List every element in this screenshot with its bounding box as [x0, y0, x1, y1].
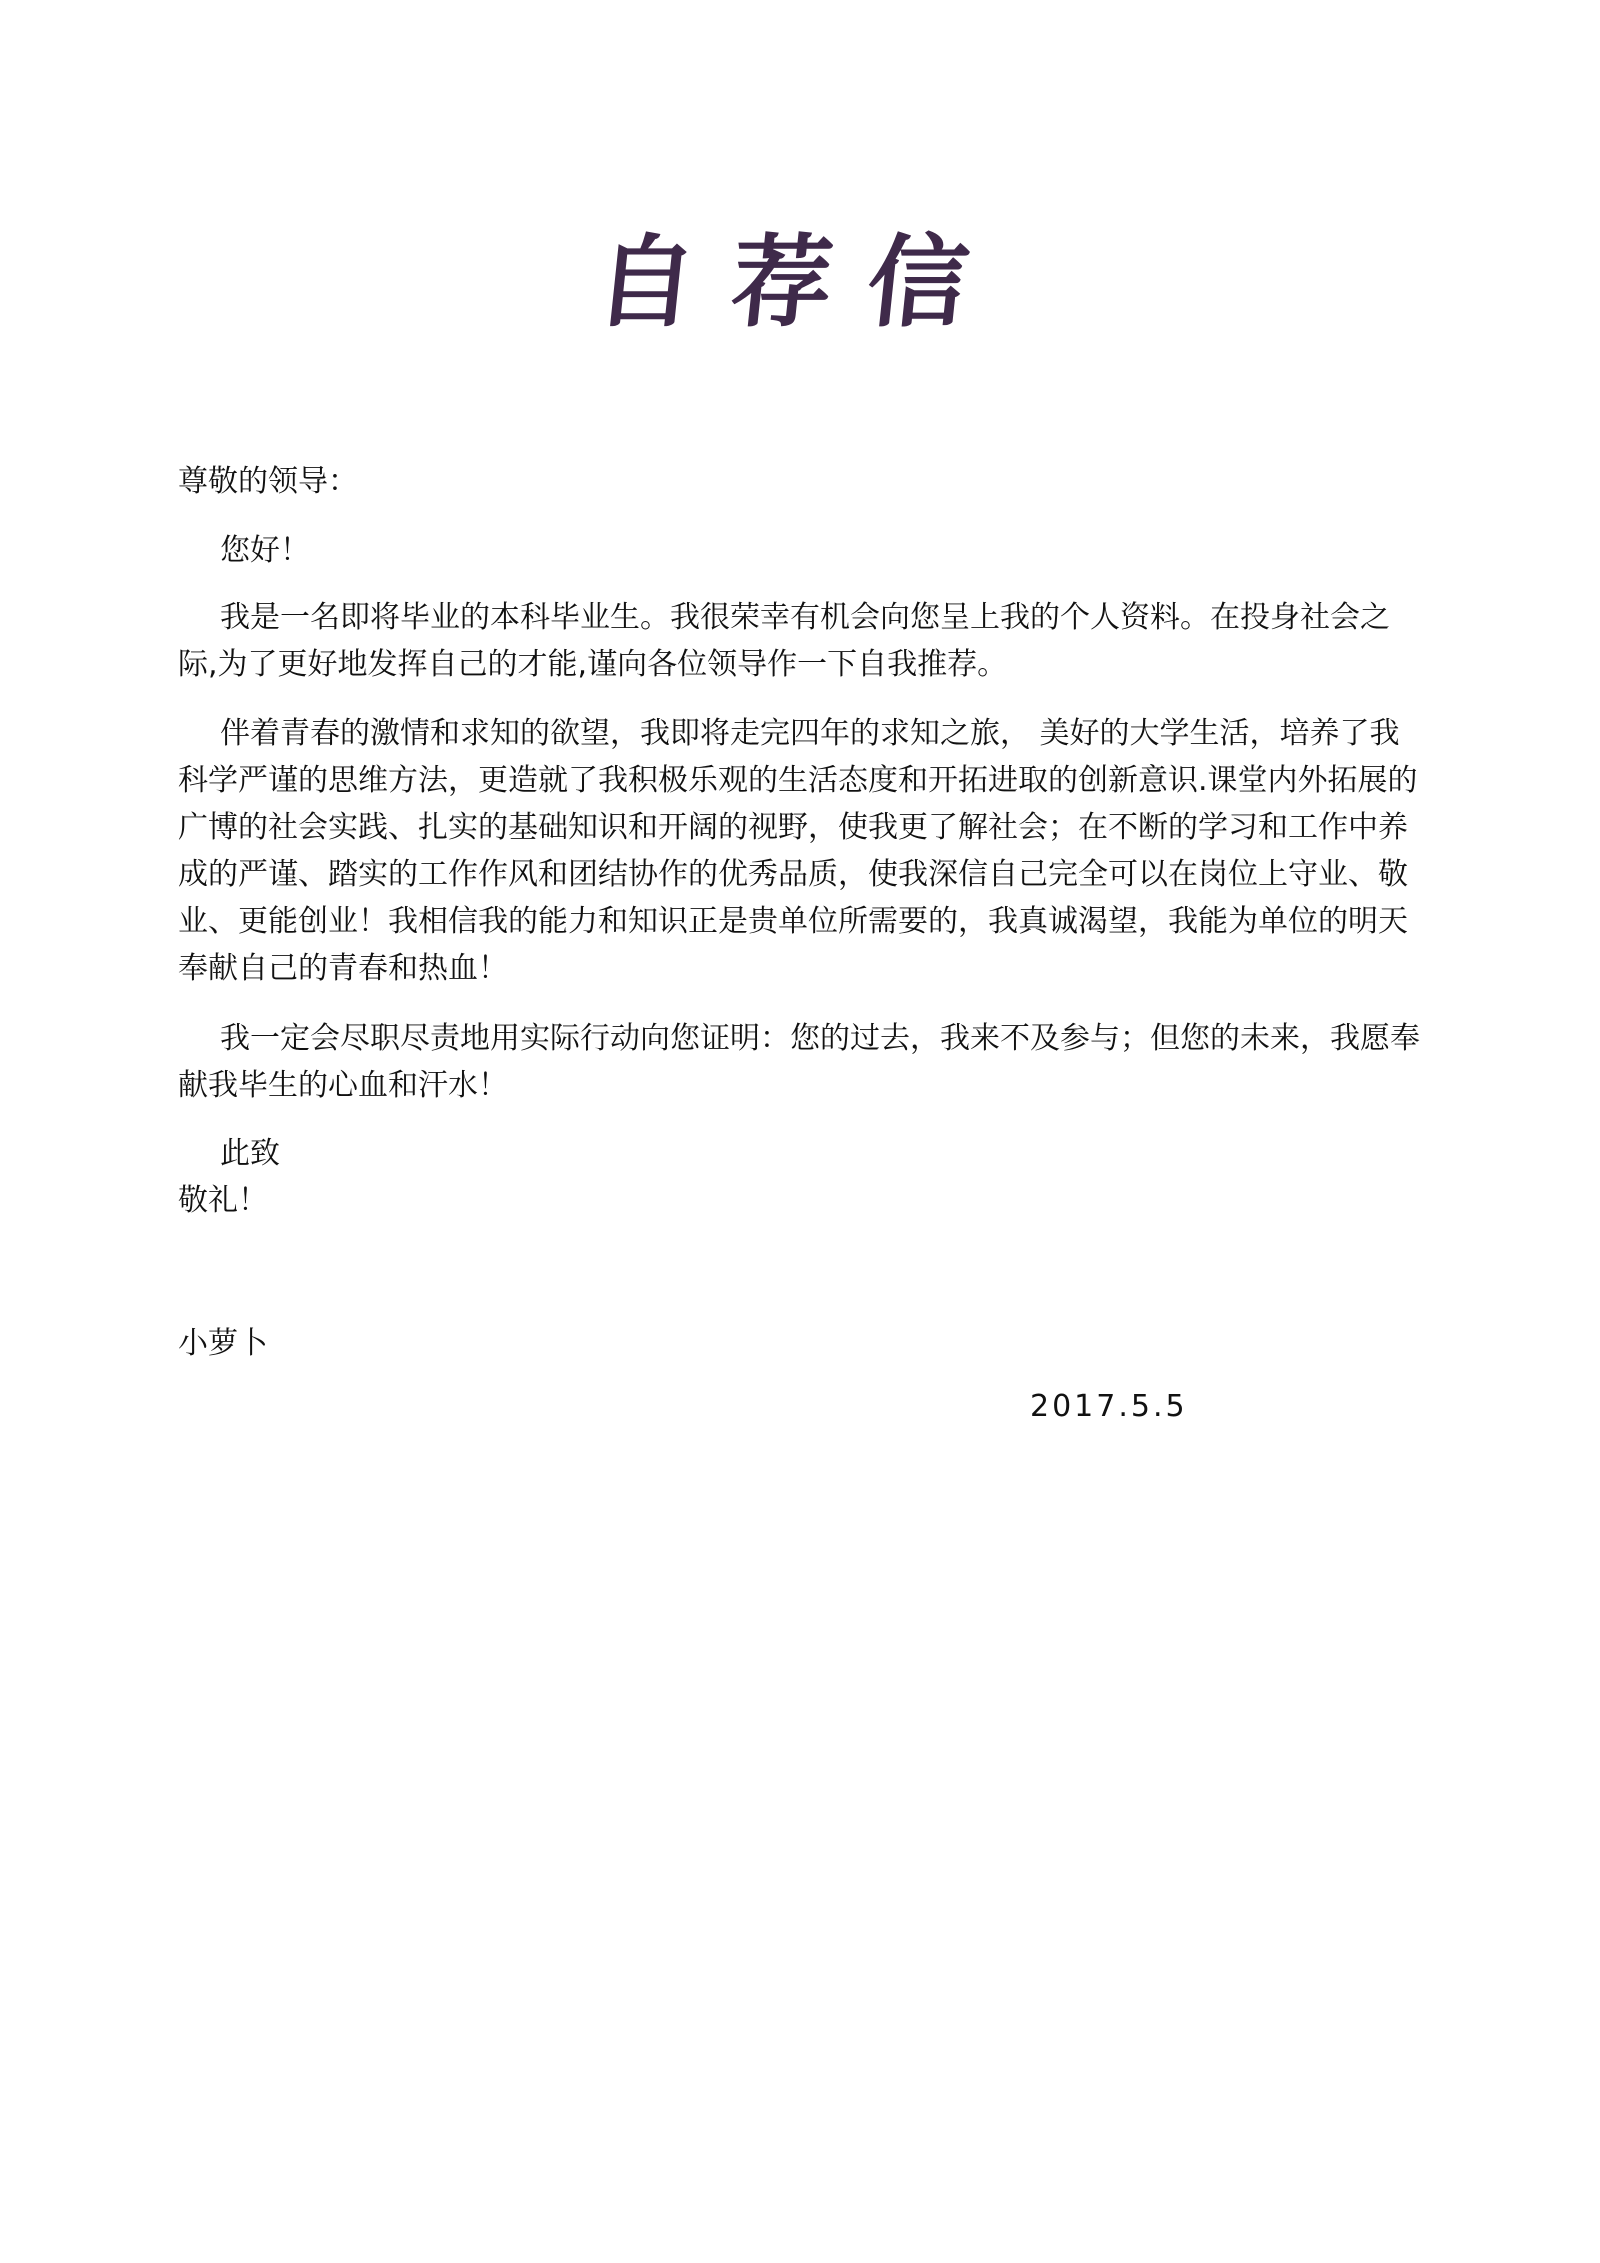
title-char-3: 信 [861, 223, 1011, 341]
greeting: 您好！ [220, 533, 310, 568]
paragraph-intro: 我是一名即将毕业的本科毕业生。我很荣幸有机会向您呈上我的个人资料。在投身社会之际,为了更好地发挥自己的才能,谨向各位领导作一下自我推荐。 [178, 600, 1390, 682]
title-char-1: 自 [589, 223, 739, 341]
paragraph-qualifications: 伴着青春的激情和求知的欲望，我即将走完四年的求知之旅， 美好的大学生活，培养了我科学严谨的思维方法，更造就了我积极乐观的生活态度和开拓进取的创新意识.课堂内外拓展的广博的社会实践、扎实的基础知识和开阔的视野，使我更了解社会；在不断的学习和工作中养成的严谨、踏实的工作作风和团结协作的优秀品质，使我深信自己完全可以在岗位上守业、敬业、更能创业！我相信我的能力和知识正是贵单位所需要的，我真诚渴望，我能为单位的明天奉献自己的青春和热血！ [178, 716, 1418, 986]
salutation: 尊敬的领导： [178, 464, 358, 499]
letter-date: 2017.5.5 [1030, 1389, 1188, 1424]
signature: 小萝卜 [178, 1326, 268, 1361]
title-char-2: 荐 [725, 223, 875, 341]
closing-line-2: 敬礼！ [178, 1183, 268, 1218]
paragraph-commitment: 我一定会尽职尽责地用实际行动向您证明：您的过去，我来不及参与；但您的未来，我愿奉献我毕生的心血和汗水！ [178, 1021, 1420, 1103]
letter-title [0, 223, 1600, 341]
closing-line-1: 此致 [220, 1136, 280, 1171]
